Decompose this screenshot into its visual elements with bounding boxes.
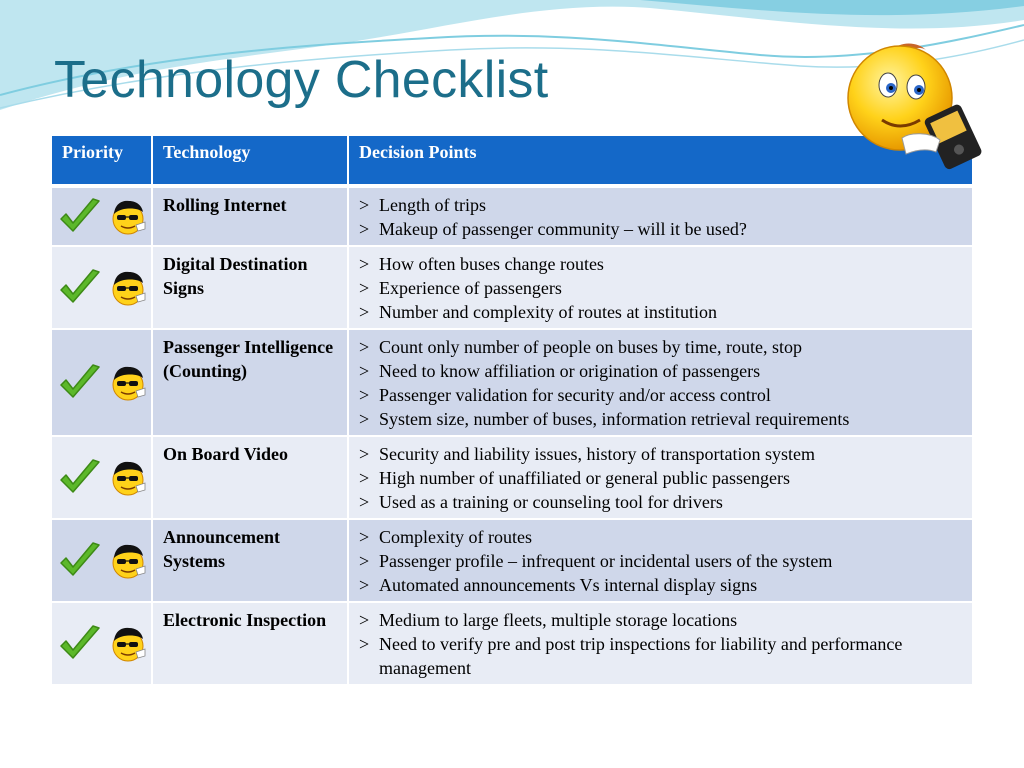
decision-point-item: > Need to know affiliation or origination of passengers bbox=[359, 359, 962, 383]
decision-points-cell bbox=[349, 330, 972, 437]
table-row bbox=[52, 437, 972, 520]
slide-title: Technology Checklist bbox=[54, 51, 549, 109]
technology-cell: Announcement Systems bbox=[153, 520, 349, 603]
table-row bbox=[52, 330, 972, 437]
cool-smiley-icon bbox=[109, 364, 147, 402]
priority-cell bbox=[52, 330, 153, 437]
decision-points-list bbox=[359, 608, 962, 680]
decision-points-cell bbox=[349, 247, 972, 330]
decision-point-item: > Number and complexity of routes at institution bbox=[359, 300, 962, 324]
technology-cell: Electronic Inspection bbox=[153, 603, 349, 686]
decision-point-item: > Passenger profile – infrequent or incidental users of the system bbox=[359, 549, 962, 573]
checkmark-icon bbox=[57, 197, 103, 237]
decision-points-list bbox=[359, 442, 962, 514]
cool-smiley-icon bbox=[109, 269, 147, 307]
decision-point-item: > Used as a training or counseling tool for drivers bbox=[359, 490, 962, 514]
decision-points-list bbox=[359, 252, 962, 324]
decision-point-item: > Count only number of people on buses by time, route, stop bbox=[359, 335, 962, 359]
header-priority: Priority bbox=[52, 136, 153, 188]
decision-point-item: > Length of trips bbox=[359, 193, 962, 217]
technology-checklist-table bbox=[52, 136, 972, 686]
decision-point-item: > Security and liability issues, history of transportation system bbox=[359, 442, 962, 466]
decision-points-cell bbox=[349, 437, 972, 520]
decision-point-item: > High number of unaffiliated or general public passengers bbox=[359, 466, 962, 490]
checkmark-icon bbox=[57, 458, 103, 498]
decision-points-list bbox=[359, 525, 962, 597]
technology-cell: Passenger Intelligence (Counting) bbox=[153, 330, 349, 437]
decision-point-item: > Automated announcements Vs internal display signs bbox=[359, 573, 962, 597]
technology-cell: Digital Destination Signs bbox=[153, 247, 349, 330]
cool-smiley-icon bbox=[109, 542, 147, 580]
header-decision-points: Decision Points bbox=[349, 136, 972, 188]
decision-points-list bbox=[359, 193, 962, 241]
decision-points-list bbox=[359, 335, 962, 431]
decision-points-cell bbox=[349, 603, 972, 686]
checkmark-icon bbox=[57, 624, 103, 664]
priority-cell bbox=[52, 437, 153, 520]
decision-point-item: > System size, number of buses, information retrieval requirements bbox=[359, 407, 962, 431]
table-row bbox=[52, 247, 972, 330]
priority-cell bbox=[52, 520, 153, 603]
checkmark-icon bbox=[57, 541, 103, 581]
decision-points-cell bbox=[349, 520, 972, 603]
cool-smiley-icon bbox=[109, 625, 147, 663]
decision-point-item: > Makeup of passenger community – will it be used? bbox=[359, 217, 962, 241]
priority-cell bbox=[52, 247, 153, 330]
technology-cell: Rolling Internet bbox=[153, 188, 349, 247]
technology-cell: On Board Video bbox=[153, 437, 349, 520]
table-row bbox=[52, 520, 972, 603]
checkmark-icon bbox=[57, 268, 103, 308]
smiley-phone-icon bbox=[840, 40, 990, 175]
decision-point-item: > Medium to large fleets, multiple storage locations bbox=[359, 608, 962, 632]
cool-smiley-icon bbox=[109, 198, 147, 236]
priority-cell bbox=[52, 188, 153, 247]
header-technology: Technology bbox=[153, 136, 349, 188]
table-row bbox=[52, 188, 972, 247]
table-header-row bbox=[52, 136, 972, 188]
table-row bbox=[52, 603, 972, 686]
decision-point-item: > Passenger validation for security and/or access control bbox=[359, 383, 962, 407]
decision-point-item: > How often buses change routes bbox=[359, 252, 962, 276]
decision-point-item: > Need to verify pre and post trip inspections for liability and performance management bbox=[359, 632, 962, 680]
decision-point-item: > Complexity of routes bbox=[359, 525, 962, 549]
priority-cell bbox=[52, 603, 153, 686]
decision-point-item: > Experience of passengers bbox=[359, 276, 962, 300]
checkmark-icon bbox=[57, 363, 103, 403]
decision-points-cell bbox=[349, 188, 972, 247]
cool-smiley-icon bbox=[109, 459, 147, 497]
